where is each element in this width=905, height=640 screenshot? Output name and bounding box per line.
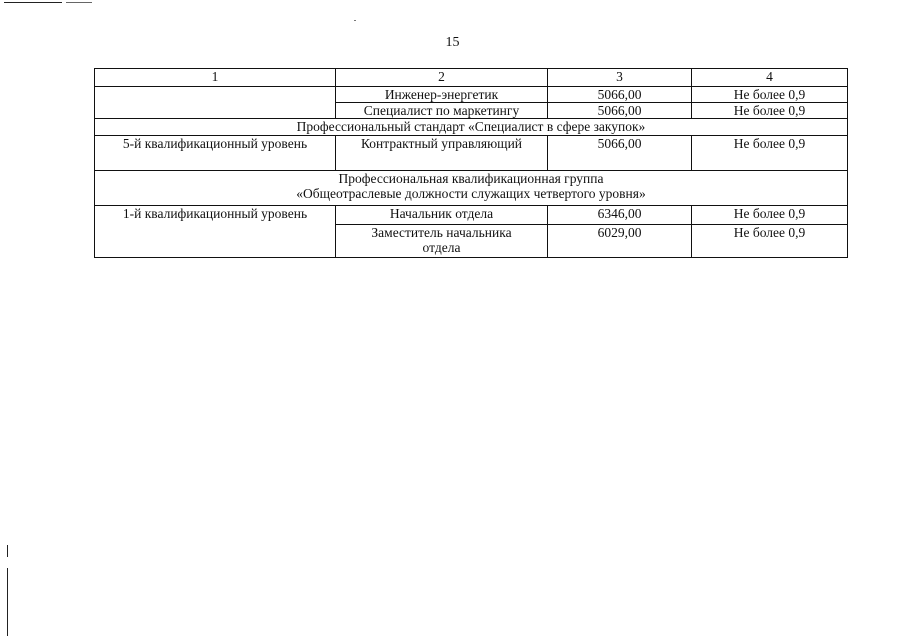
salary-cell: 6346,00 bbox=[548, 206, 692, 225]
group-heading-row bbox=[95, 171, 848, 206]
coefficient-cell: Не более 0,9 bbox=[692, 103, 848, 119]
scan-speck bbox=[354, 20, 356, 21]
group-heading-qualification bbox=[95, 171, 848, 206]
position-line-1: Заместитель начальника bbox=[371, 225, 512, 240]
header-cell-2: 2 bbox=[336, 69, 548, 87]
scan-mark-top bbox=[4, 2, 62, 3]
position-cell: Инженер-энергетик bbox=[336, 87, 548, 103]
header-cell-1: 1 bbox=[95, 69, 336, 87]
table-row bbox=[95, 87, 848, 103]
coefficient-cell: Не более 0,9 bbox=[692, 136, 848, 171]
salary-cell: 5066,00 bbox=[548, 87, 692, 103]
header-cell-4: 4 bbox=[692, 69, 848, 87]
coefficient-cell: Не более 0,9 bbox=[692, 87, 848, 103]
group-heading-row bbox=[95, 119, 848, 136]
scan-mark-top-faint bbox=[66, 2, 92, 3]
level-cell-empty bbox=[95, 87, 336, 119]
position-cell: Начальник отдела bbox=[336, 206, 548, 225]
salary-table bbox=[94, 68, 848, 258]
position-cell bbox=[336, 225, 548, 258]
group-heading-line-2: «Общеотраслевые должности служащих четвертого уровня» bbox=[296, 186, 646, 201]
salary-cell: 5066,00 bbox=[548, 136, 692, 171]
header-cell-3: 3 bbox=[548, 69, 692, 87]
group-heading-standard: Профессиональный стандарт «Специалист в сфере закупок» bbox=[95, 119, 848, 136]
table-header-row bbox=[95, 69, 848, 87]
position-cell: Контрактный управляющий bbox=[336, 136, 548, 171]
salary-cell: 5066,00 bbox=[548, 103, 692, 119]
position-cell: Специалист по маркетингу bbox=[336, 103, 548, 119]
level-cell: 5-й квалификационный уровень bbox=[95, 136, 336, 171]
level-cell: 1-й квалификационный уровень bbox=[95, 206, 336, 258]
group-heading-line-1: Профессиональная квалификационная группа bbox=[338, 171, 604, 186]
page-number: 15 bbox=[445, 35, 460, 50]
table-row bbox=[95, 206, 848, 225]
scan-mark-left-long bbox=[7, 568, 8, 636]
coefficient-cell: Не более 0,9 bbox=[692, 206, 848, 225]
position-line-2: отдела bbox=[422, 240, 461, 255]
salary-cell: 6029,00 bbox=[548, 225, 692, 258]
scan-mark-left-short bbox=[7, 545, 8, 557]
table-row bbox=[95, 136, 848, 171]
coefficient-cell: Не более 0,9 bbox=[692, 225, 848, 258]
